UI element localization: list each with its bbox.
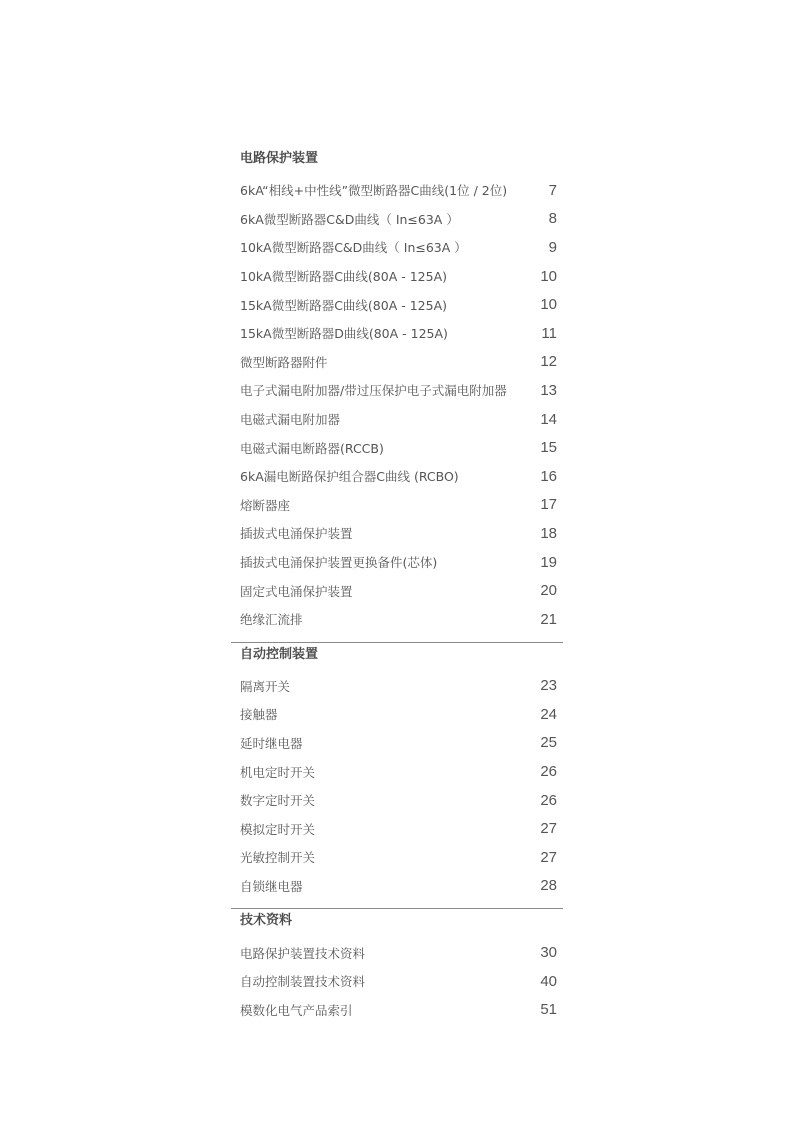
toc-entry[interactable] <box>231 938 563 967</box>
entry-title: 熔断器座 <box>240 497 291 513</box>
toc-entry[interactable] <box>231 348 563 377</box>
entry-title: 自锁继电器 <box>240 878 303 894</box>
entry-title: 自动控制装置技术资料 <box>240 974 366 990</box>
entry-title: 固定式电涌保护装置 <box>240 583 353 599</box>
entry-title: 数字定时开关 <box>240 793 316 809</box>
entry-page-number: 10 <box>540 267 557 285</box>
entry-title: 延时继电器 <box>240 735 303 751</box>
entry-page-number: 21 <box>540 610 557 628</box>
toc-entry[interactable] <box>231 548 563 577</box>
entry-page-number: 26 <box>540 763 557 781</box>
toc-entry[interactable] <box>231 672 563 701</box>
toc-entry[interactable] <box>231 843 563 872</box>
entry-page-number: 25 <box>540 734 557 752</box>
entry-page-number: 27 <box>540 848 557 866</box>
entry-page-number: 27 <box>540 820 557 838</box>
toc-entry[interactable] <box>231 757 563 786</box>
entry-page-number: 8 <box>548 210 557 228</box>
entry-page-number: 10 <box>540 296 557 314</box>
entry-title: 电磁式漏电附加器 <box>240 412 341 428</box>
toc-entry[interactable] <box>231 576 563 605</box>
entry-page-number: 12 <box>540 353 557 371</box>
entry-page-number: 28 <box>540 877 557 895</box>
entry-page-number: 51 <box>540 1001 557 1019</box>
entry-title: 插拔式电涌保护装置 <box>240 526 353 542</box>
entry-page-number: 13 <box>540 381 557 399</box>
toc-entry[interactable] <box>231 205 563 234</box>
toc-entry[interactable] <box>231 786 563 815</box>
toc-entry[interactable] <box>231 319 563 348</box>
table-of-contents <box>231 148 563 1024</box>
toc-entry[interactable] <box>231 290 563 319</box>
entry-title: 光敏控制开关 <box>240 850 316 866</box>
entry-title: 模数化电气产品索引 <box>240 1002 353 1018</box>
entry-title: 隔离开关 <box>240 678 291 694</box>
entry-title: 电子式漏电附加器/带过压保护电子式漏电附加器 <box>240 383 507 399</box>
entry-page-number: 9 <box>548 238 557 256</box>
toc-section <box>231 148 563 634</box>
toc-entry[interactable] <box>231 262 563 291</box>
toc-entry[interactable] <box>231 405 563 434</box>
section-title: 自动控制装置 <box>240 646 319 662</box>
toc-entry[interactable] <box>231 176 563 205</box>
section-title: 技术资料 <box>240 913 293 929</box>
entry-title: 接触器 <box>240 707 278 723</box>
entry-title: 10kA微型断路器C&D曲线（ In≤63A ） <box>240 240 467 256</box>
entry-title: 15kA微型断路器D曲线(80A - 125A) <box>240 326 448 342</box>
toc-entry[interactable] <box>231 872 563 901</box>
entry-page-number: 16 <box>540 467 557 485</box>
entry-title: 15kA微型断路器C曲线(80A - 125A) <box>240 297 448 313</box>
entry-title: 机电定时开关 <box>240 764 316 780</box>
entry-page-number: 18 <box>540 524 557 542</box>
entry-page-number: 7 <box>548 181 557 199</box>
toc-entry[interactable] <box>231 605 563 634</box>
entry-title: 6kA“相线+中性线”微型断路器C曲线(1位 / 2位) <box>240 183 508 199</box>
toc-entry[interactable] <box>231 995 563 1024</box>
toc-section <box>231 642 563 901</box>
entry-title: 模拟定时开关 <box>240 821 316 837</box>
entry-title: 电路保护装置技术资料 <box>240 945 366 961</box>
entry-page-number: 15 <box>540 439 557 457</box>
entry-page-number: 14 <box>540 410 557 428</box>
entry-page-number: 17 <box>540 496 557 514</box>
toc-entry[interactable] <box>231 462 563 491</box>
toc-entry[interactable] <box>231 491 563 520</box>
entry-title: 6kA漏电断路保护组合器C曲线 (RCBO) <box>240 469 459 485</box>
entry-page-number: 24 <box>540 705 557 723</box>
section-title: 电路保护装置 <box>240 151 319 166</box>
entry-page-number: 19 <box>540 553 557 571</box>
entry-title: 绝缘汇流排 <box>240 612 303 628</box>
entry-page-number: 30 <box>540 944 557 962</box>
toc-entry[interactable] <box>231 376 563 405</box>
entry-page-number: 20 <box>540 582 557 600</box>
toc-entry[interactable] <box>231 729 563 758</box>
entry-page-number: 26 <box>540 791 557 809</box>
toc-section <box>231 908 563 1024</box>
toc-entry[interactable] <box>231 967 563 996</box>
toc-entry[interactable] <box>231 700 563 729</box>
entry-page-number: 23 <box>540 677 557 695</box>
entry-page-number: 11 <box>541 324 557 342</box>
entry-title: 6kA微型断路器C&D曲线（ In≤63A ） <box>240 211 459 227</box>
entry-title: 电磁式漏电断路器(RCCB) <box>240 440 384 456</box>
toc-entry[interactable] <box>231 233 563 262</box>
entry-page-number: 40 <box>540 972 557 990</box>
entry-title: 10kA微型断路器C曲线(80A - 125A) <box>240 269 448 285</box>
toc-entry[interactable] <box>231 433 563 462</box>
toc-entry[interactable] <box>231 814 563 843</box>
toc-entry[interactable] <box>231 519 563 548</box>
entry-title: 插拔式电涌保护装置更换备件(芯体) <box>240 555 438 571</box>
entry-title: 微型断路器附件 <box>240 354 328 370</box>
